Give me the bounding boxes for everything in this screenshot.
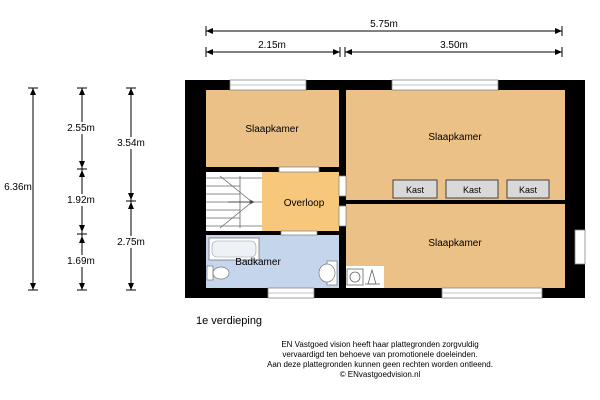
disclaimer-line-3: Aan deze plattegronden kunnen geen rechten worden ontleend. xyxy=(267,360,493,369)
dim-left-col2-mid-label: 1.92m xyxy=(67,195,95,206)
dim-left-col3-top-label: 3.54m xyxy=(117,138,145,149)
floor-label: 1e verdieping xyxy=(196,315,263,327)
dimension-left-total xyxy=(4,88,38,290)
dimension-left-col2 xyxy=(58,88,104,290)
dim-left-col2-bot-label: 1.69m xyxy=(67,256,95,267)
disclaimer-line-4: © ENvastgoedvision.nl xyxy=(339,370,421,379)
dim-left-col2-top-label: 2.55m xyxy=(67,123,95,134)
dimension-top-right xyxy=(345,40,562,57)
dimension-left-col3 xyxy=(108,88,154,290)
room-label-bedroom-top-left: Slaapkamer xyxy=(245,124,299,135)
disclaimer xyxy=(210,340,550,380)
toilet xyxy=(207,266,229,280)
dim-top-left-label: 2.15m xyxy=(258,40,286,51)
room-label-landing: Overloop xyxy=(283,198,325,209)
dim-top-right-label: 3.50m xyxy=(440,40,468,51)
dimension-top-total xyxy=(206,19,562,36)
closet-2-label: Kast xyxy=(462,185,482,195)
disclaimer-line-2: vervaardigd ten behoeve van promotionele doeleinden. xyxy=(282,350,478,359)
dim-top-total-label: 5.75m xyxy=(370,19,398,30)
room-label-bedroom-top-right: Slaapkamer xyxy=(428,132,482,143)
closet-3-label: Kast xyxy=(518,185,538,195)
disclaimer-line-1: EN Vastgoed vision heeft haar plattegronden zorgvuldig xyxy=(281,340,479,349)
dim-left-total-label: 6.36m xyxy=(4,182,32,193)
dimension-top-left xyxy=(206,40,340,57)
dim-left-col3-bot-label: 2.75m xyxy=(117,237,145,248)
room-label-bedroom-bottom-right: Slaapkamer xyxy=(428,238,482,249)
closet-1-label: Kast xyxy=(405,185,425,195)
room-label-bathroom: Badkamer xyxy=(235,257,281,268)
